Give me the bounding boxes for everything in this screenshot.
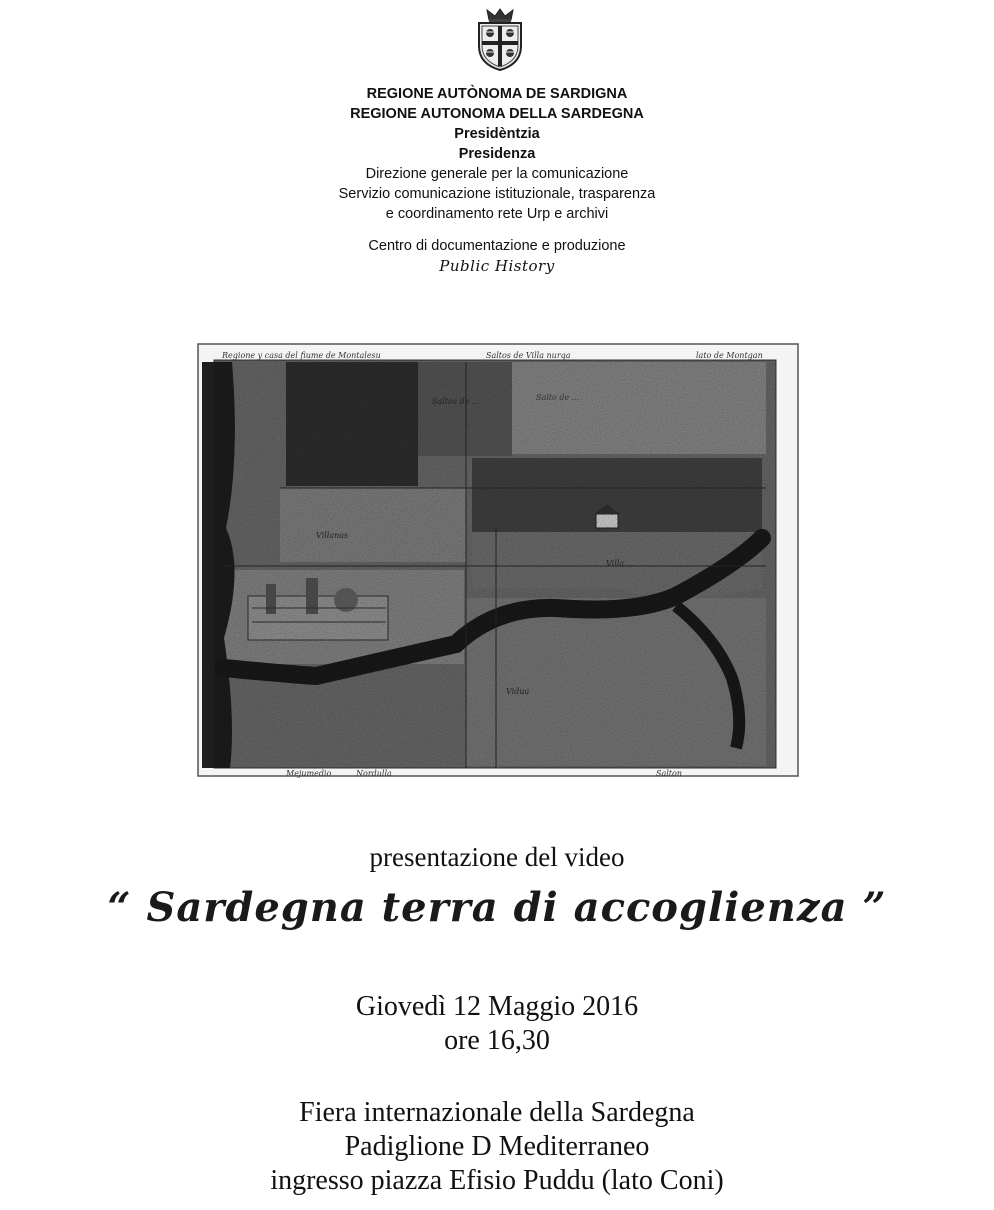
venue-line-3: ingresso piazza Efisio Puddu (lato Coni) <box>270 1165 724 1196</box>
event-datetime <box>0 990 994 1058</box>
header-public-history: Public History <box>439 257 555 275</box>
video-title: “ Sardegna terra di accoglienza ” <box>107 884 887 931</box>
map-label-top-left: Regione y casa del fiume de Montalesu <box>222 351 381 360</box>
institution-header <box>0 84 994 276</box>
header-line-italian: REGIONE AUTONOMA DELLA SARDEGNA <box>350 106 644 122</box>
header-presidentzia: Presidèntzia <box>454 126 540 142</box>
event-subtitle: presentazione del video <box>369 842 625 872</box>
map-label-bottom-mid: Nordulla <box>356 769 392 778</box>
map-label-top-right: lato de Montgan <box>696 351 763 360</box>
map-label-bottom-right: Salton <box>656 769 682 778</box>
header-direzione: Direzione generale per la comunicazione <box>365 166 629 182</box>
historic-map-image <box>196 338 806 782</box>
venue-line-2: Padiglione D Mediterraneo <box>344 1131 650 1162</box>
sardinia-crest-icon <box>469 6 531 72</box>
map-label-top-mid: Saltos de Villa nurqa <box>486 351 571 360</box>
venue-line-1: Fiera internazionale della Sardegna <box>299 1097 695 1128</box>
map-field-1: Saltos de ... <box>432 397 480 406</box>
map-field-5: Vidua <box>506 687 530 696</box>
map-field-3: Villanas <box>316 531 349 540</box>
header-line-sardinian: REGIONE AUTÒNOMA DE SARDIGNA <box>366 86 628 102</box>
header-servizio: Servizio comunicazione istituzionale, trasparenza <box>338 186 656 202</box>
map-label-bottom-left: Mejumedio <box>286 769 332 778</box>
header-coordinamento: e coordinamento rete Urp e archivi <box>385 206 609 222</box>
event-time: ore 16,30 <box>444 1025 550 1056</box>
map-field-4: Villa ... <box>606 559 635 568</box>
event-venue <box>0 1096 994 1198</box>
header-presidenza: Presidenza <box>458 146 536 162</box>
map-field-2: Salto de ... <box>536 393 580 402</box>
event-date: Giovedì 12 Maggio 2016 <box>355 991 639 1022</box>
header-centro: Centro di documentazione e produzione <box>368 238 626 254</box>
